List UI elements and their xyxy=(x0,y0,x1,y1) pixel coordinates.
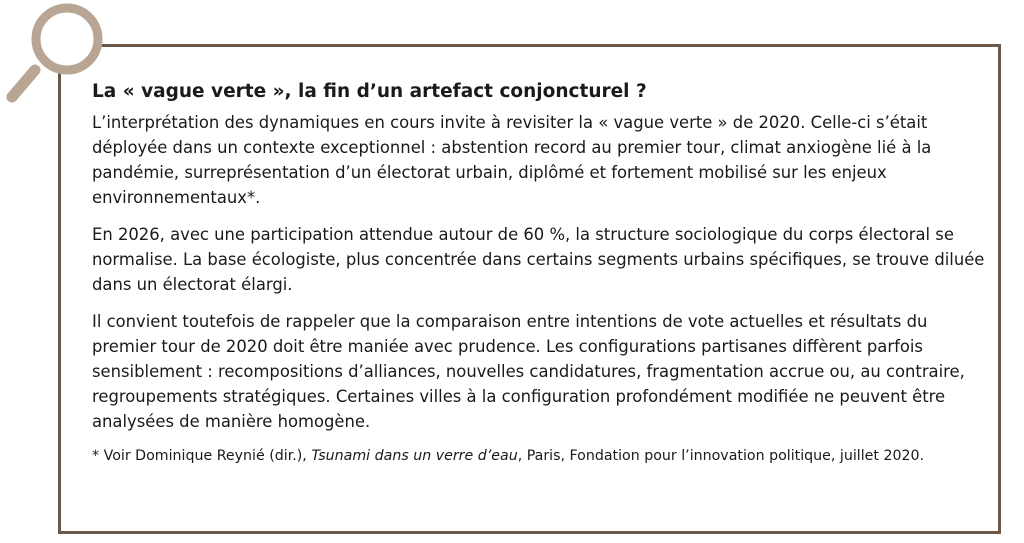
paragraph-2: En 2026, avec une participation attendue autour de 60 %, la structure sociologique du corps électoral se normalise. La base écologiste, plus concentrée dans certains segments urbains spécifiques, se trouve diluée dans un électorat élargi. xyxy=(92,225,985,294)
paragraph-3: Il convient toutefois de rappeler que la comparaison entre intentions de vote actuelles et résultats du premier tour de 2020 doit être maniée avec prudence. Les configurations partisanes diffèrent parfois sensiblement : recompositions d’alliances, nouvelles candidatures, fragmentation accrue ou, au contraire, regroupements stratégiques. Certaines villes à la configuration profondément modifiée ne peuvent être analysées de manière homogène. xyxy=(92,312,965,431)
info-box-content xyxy=(92,80,994,467)
paragraph-1: L’interprétation des dynamiques en cours invite à revisiter la « vague verte » de 2020. Celle-ci s’était déployée dans un contexte exceptionnel : abstention record au premier tour, climat anxiogène lié à la pandémie, surreprésentation d’un électorat urbain, diplômé et fortement mobilisé sur les enjeux environnementaux*. xyxy=(92,113,932,207)
footnote-prefix: * Voir Dominique Reynié (dir.), xyxy=(92,448,312,464)
info-box xyxy=(58,44,1001,534)
footnote-book-title: Tsunami dans un verre d’eau xyxy=(311,448,518,464)
footnote xyxy=(92,446,994,467)
magnifier-icon xyxy=(0,0,110,110)
box-title: La « vague verte », la fin d’un artefact conjoncturel ? xyxy=(92,81,647,102)
footnote-suffix: , Paris, Fondation pour l’innovation politique, juillet 2020. xyxy=(517,448,925,464)
